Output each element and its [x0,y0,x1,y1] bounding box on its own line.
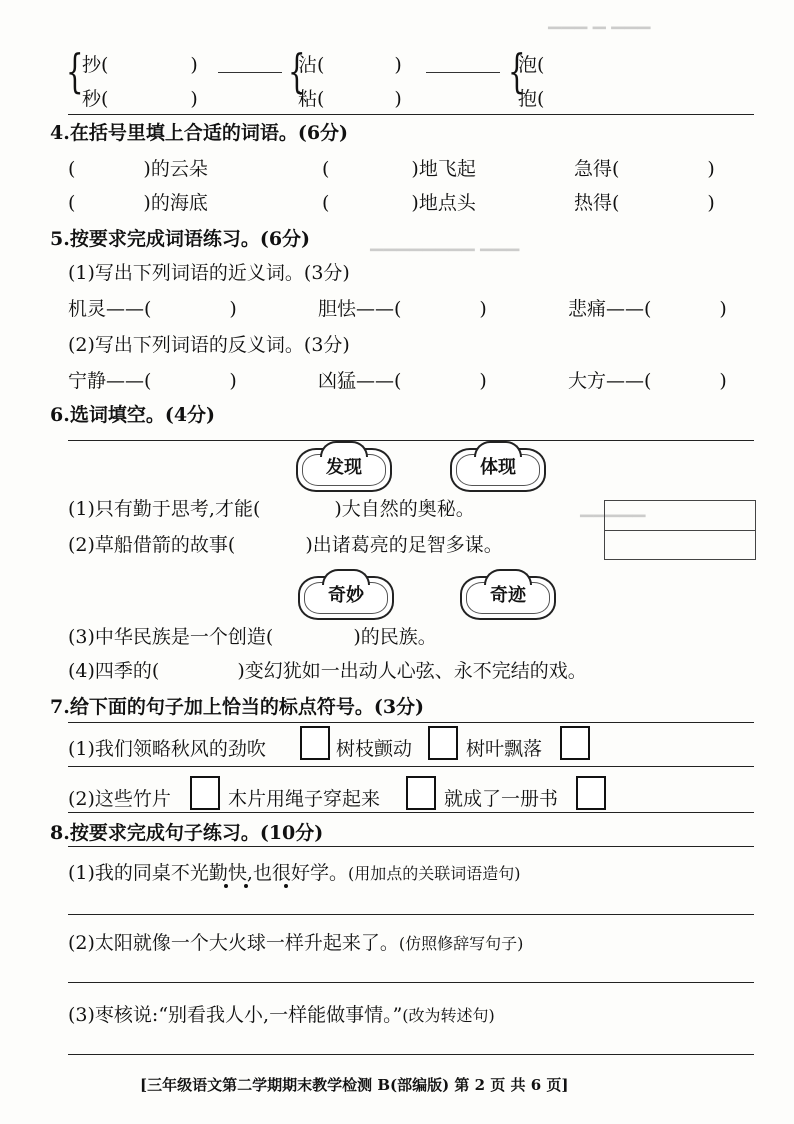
answer-line[interactable] [68,914,754,915]
punctuation-box[interactable] [190,776,220,810]
brace: { [508,44,526,98]
char-item: 秒( ) [82,88,198,110]
q5-sub1: (1)写出下列词语的近义词。(3分) [68,262,350,284]
q8-sentence: (3)枣核说:“别看我人小,一样能做事情。”(改为转述句) [68,1004,495,1026]
question-5-title: 5.按要求完成词语练习。(6分) [50,228,311,250]
answer-line[interactable] [68,1054,754,1055]
page-footer: [三年级语文第二学期期末教学检测 B(部编版) 第 2 页 共 6 页] [140,1076,569,1094]
q4-item: ( )的海底 [68,192,208,214]
brace: { [66,44,84,98]
divider [68,440,754,441]
answer-line[interactable] [218,72,282,73]
q7-fragment: 就成了一册书 [444,788,559,810]
question-6-title: 6.选词填空。(4分) [50,404,216,426]
divider [68,766,754,767]
q7-fragment: 树叶飘落 [466,738,543,760]
char-item: 抄( ) [82,54,198,76]
punctuation-box[interactable] [428,726,458,760]
divider [68,722,754,723]
q4-item: 热得( ) [574,192,715,214]
q6-sentence: (3)中华民族是一个创造( )的民族。 [68,626,437,648]
question-4-title: 4.在括号里填上合适的词语。(6分) [50,122,349,144]
q7-fragment: (1)我们领略秋风的劲吹 [68,738,266,760]
char-item: 抱( [518,88,545,110]
q7-fragment: (2)这些竹片 [68,788,171,810]
q6-sentence: (2)草船借箭的故事( )出诸葛亮的足智多谋。 [68,534,503,556]
answer-line[interactable] [426,72,500,73]
punctuation-box[interactable] [300,726,330,760]
q7-fragment: 树枝颤动 [336,738,413,760]
synonym-item: 机灵——( ) [68,298,237,320]
bleed-through-text: ▁▁▁▁▁ [580,498,646,518]
antonym-item: 凶猛——( ) [318,370,487,392]
q8-sentence: (1)我的同桌不光勤快,也很好学。(用加点的关联词语造句) [68,862,521,884]
q8-sentence: (2)太阳就像一个大火球一样升起来了。(仿照修辞写句子) [68,932,524,954]
synonym-item: 胆怯——( ) [318,298,487,320]
antonym-item: 宁静——( ) [68,370,237,392]
q4-item: ( )地飞起 [322,158,476,180]
char-item: 泡( [518,54,545,76]
brace: { [288,44,306,98]
score-box [604,500,756,560]
punctuation-box[interactable] [576,776,606,810]
q5-sub2: (2)写出下列词语的反义词。(3分) [68,334,350,356]
divider [68,114,754,115]
emphasis-dot [244,884,248,888]
answer-line[interactable] [68,982,754,983]
char-item: 沾( ) [298,54,402,76]
punctuation-box[interactable] [560,726,590,760]
word-cloud-qiji: 奇迹 [460,576,556,620]
synonym-item: 悲痛——( ) [568,298,727,320]
question-7-title: 7.给下面的句子加上恰当的标点符号。(3分) [50,696,425,718]
char-item: 粘( ) [298,88,402,110]
emphasis-dot [224,884,228,888]
divider [68,846,754,847]
q4-item: ( )地点头 [322,192,476,214]
word-cloud-faxian: 发现 [296,448,392,492]
bleed-through-text: ▁▁▁ ▁ ▁▁▁ [548,10,651,30]
emphasis-dot [284,884,288,888]
q4-item: 急得( ) [574,158,715,180]
q6-sentence: (4)四季的( )变幻犹如一出动人心弦、永不完结的戏。 [68,660,587,682]
antonym-item: 大方——( ) [568,370,727,392]
q6-sentence: (1)只有勤于思考,才能( )大自然的奥秘。 [68,498,475,520]
bleed-through-text: ▁▁▁▁▁▁▁▁ ▁▁▁ [370,232,520,252]
word-cloud-tixian: 体现 [450,448,546,492]
divider [68,812,754,813]
q7-fragment: 木片用绳子穿起来 [228,788,381,810]
question-8-title: 8.按要求完成句子练习。(10分) [50,822,324,844]
word-cloud-qimiao: 奇妙 [298,576,394,620]
q4-item: ( )的云朵 [68,158,208,180]
punctuation-box[interactable] [406,776,436,810]
